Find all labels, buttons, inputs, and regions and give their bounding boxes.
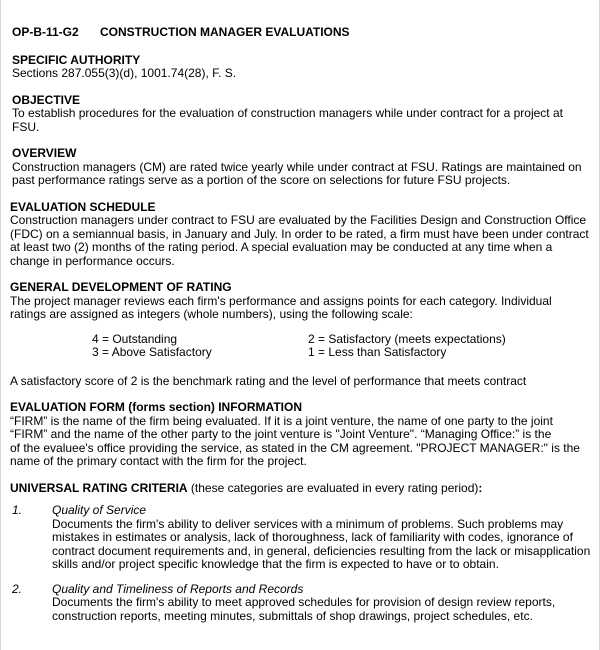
document-code: OP-B-11-G2 [12,25,79,39]
criteria-item-line: Documents the firm's ability to deliver services with a minimum of problems. Such problems may [52,516,564,531]
criteria-item-line: Documents the firm's ability to meet approved schedules for provision of design review reports, [52,595,556,609]
general-development-line: The project manager reviews each firm's performance and assigns points for each category. Individual [10,293,552,308]
objective-text: To establish procedures for the evaluation of construction managers while under contract for a project at FSU. [12,106,563,134]
criteria-item-line: contract document requirements and, in general, deficiencies resulting from the lack or misapplication [52,543,591,558]
section-specific-authority [12,54,592,81]
specific-authority-heading: SPECIFIC AUTHORITY [12,52,141,67]
section-evaluation-schedule [10,201,592,269]
rating-scale [10,333,592,363]
criteria-item [12,504,592,572]
evaluation-form-heading: EVALUATION FORM (forms section) INFORMATION [10,400,302,414]
evaluation-form-line: name of the primary contact with the firm for the project. [10,454,307,468]
criteria-item-title: Quality of Service [52,503,147,517]
section-general-development [10,281,592,388]
rating-scale-left-column [92,333,212,360]
rating-3: 3 = Above Satisfactory [92,345,212,359]
document-title-row [12,26,592,40]
overview-line: past performance ratings serve as a portion of the score on selections for future FSU projects. [12,173,511,187]
objective-heading: OBJECTIVE [12,92,81,107]
general-development-heading: GENERAL DEVELOPMENT OF RATING [10,280,232,294]
section-objective [12,94,592,135]
evaluation-schedule-heading: EVALUATION SCHEDULE [10,199,156,214]
rating-1: 1 = Less than Satisfactory [308,345,447,359]
evaluation-schedule-line: change in performance occurs. [10,253,175,268]
benchmark-text: A satisfactory score of 2 is the benchmark rating and the level of performance that meets contract [10,373,527,388]
criteria-item-line: mistakes in estimates or analysis, lack of thoroughness, lack of familiarity with codes, ignorance of [52,530,573,544]
general-development-line: ratings are assigned as integers (whole numbers), using the following scale: [10,307,413,321]
evaluation-schedule-line: at least two (2) months of the rating period. A special evaluation may be conducted at any time when a [10,240,553,254]
criteria-item-title: Quality and Timeliness of Reports and Records [52,581,304,596]
universal-rating-heading-colon: : [478,480,483,495]
rating-4: 4 = Outstanding [92,331,178,346]
document-title: CONSTRUCTION MANAGER EVALUATIONS [100,25,350,39]
evaluation-schedule-line: Construction managers under contract to FSU are evaluated by the Facilities Design and Construction Office [10,213,587,227]
document-body [12,26,592,634]
evaluation-form-line: of the evaluee's office providing the service, as stated in the CM agreement. "PROJECT MANAGER:" is the [10,440,580,455]
evaluation-form-line: “FIRM” and the name of the other party to the joint venture is "Joint Venture". “Managing Office:” is the [10,427,552,441]
overview-heading: OVERVIEW [12,146,77,160]
universal-rating-heading-note: (these categories are evaluated in every rating period) [187,480,479,495]
criteria-item-number: 2. [12,581,23,596]
criteria-item-number: 1. [12,503,23,517]
overview-line: Construction managers (CM) are rated twice yearly while under contract at FSU. Ratings are maintained on [12,159,582,174]
evaluation-schedule-line: (FDC) on a semiannual basis, in January and July. In order to be rated, a firm must have been under contract [10,226,589,241]
universal-rating-heading [10,482,592,496]
section-evaluation-form [10,401,592,469]
specific-authority-text: Sections 287.055(3)(d), 1001.74(28), F. S. [12,66,237,80]
evaluation-form-line: “FIRM” is the name of the firm being evaluated. If it is a joint venture, the name of one party to the joint [10,413,553,428]
universal-rating-heading-bold: UNIVERSAL RATING CRITERIA [10,480,188,495]
criteria-item-line: construction reports, meeting minutes, submittals of shop drawings, project schedules, etc. [52,608,533,623]
section-overview [12,147,592,188]
rating-scale-right-column [308,333,506,360]
criteria-item-line: skills and/or project specific knowledge that the firm is expected to have or to obtain. [52,557,499,571]
criteria-item [12,583,592,624]
rating-2: 2 = Satisfactory (meets expectations) [308,331,506,346]
